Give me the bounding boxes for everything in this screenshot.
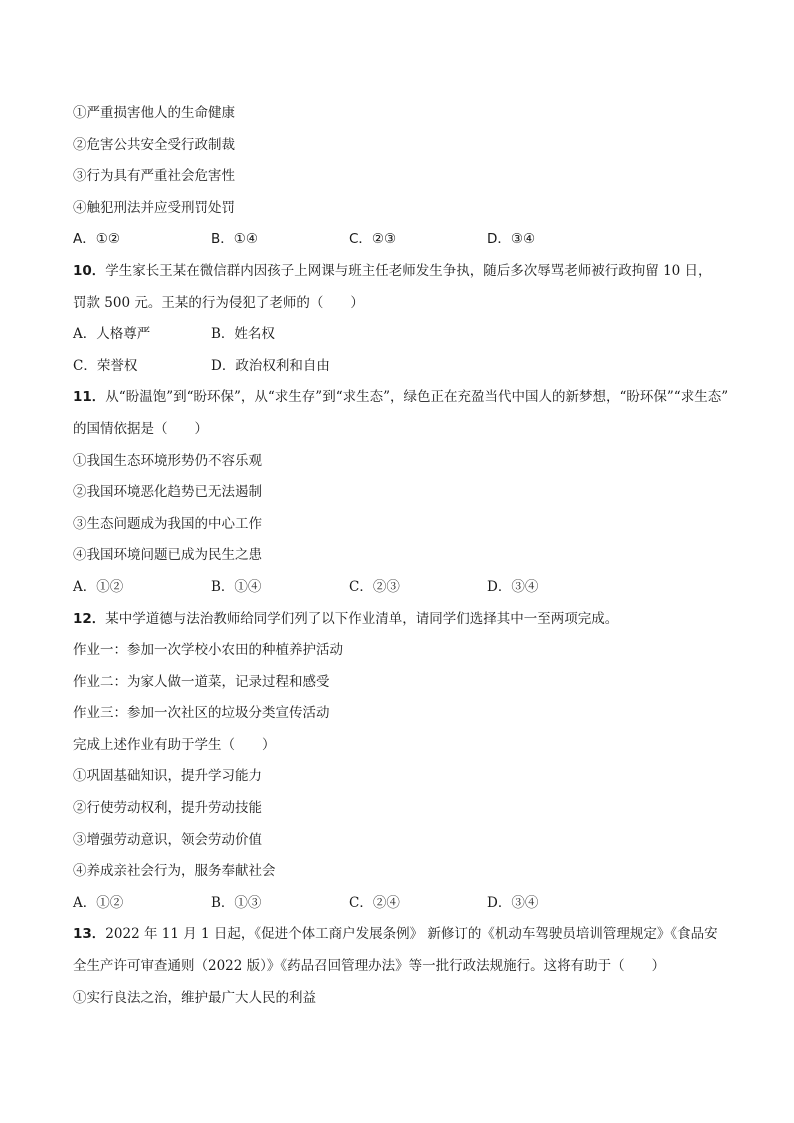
q11-choices — [73, 572, 733, 604]
q13-number: 13． — [73, 926, 106, 943]
q10-choice-a[interactable]: A．人格尊严 — [73, 326, 151, 343]
q10-stem-line2: 罚款 500 元。王某的行为侵犯了老师的（ ） — [73, 294, 364, 311]
q11-choice-a[interactable]: A．①② — [73, 578, 124, 595]
q10-choice-d[interactable]: D．政治权利和自由 — [211, 357, 330, 374]
q9-choice-a[interactable]: A．①② — [73, 231, 120, 248]
q11-item-3: ③生态问题成为我国的中心工作 — [73, 515, 262, 532]
q10-choices-row2 — [73, 351, 733, 383]
q9-item-2: ②危害公共安全受行政制裁 — [73, 136, 235, 153]
exam-page — [73, 98, 733, 1014]
q9-choices — [73, 224, 733, 256]
q10-text-1: 学生家长王某在微信群内因孩子上网课与班主任老师发生争执，随后多次辱骂老师被行政拘留 10 日， — [105, 262, 712, 279]
q11-choice-d[interactable]: D．③④ — [487, 578, 539, 595]
q12-choice-d[interactable]: D．③④ — [487, 894, 539, 911]
q9-choice-b[interactable]: B．①④ — [211, 231, 258, 248]
q13-stem-line2: 全生产许可审查通则（2022 版）》《药品召回管理办法》等一批行政法规施行。这将有助于（ ） — [73, 958, 666, 975]
q11-choice-c[interactable]: C．②③ — [349, 578, 400, 595]
q12-stem-line1 — [73, 604, 733, 636]
q11-stem-line2: 的国情依据是（ ） — [73, 420, 208, 437]
q9-choice-c[interactable]: C．②③ — [349, 231, 397, 248]
q10-choice-c[interactable]: C．荣誉权 — [73, 357, 138, 374]
q10-choice-b[interactable]: B．姓名权 — [211, 326, 275, 343]
q12-number: 12． — [73, 610, 106, 627]
q11-stem-line1 — [73, 382, 733, 414]
q9-choice-d[interactable]: D．③④ — [487, 231, 536, 248]
q9-item-1: ①严重损害他人的生命健康 — [73, 105, 235, 121]
q9-item-4: ④触犯刑法并应受刑罚处罚 — [73, 199, 235, 216]
q13-stem-line1 — [73, 919, 733, 951]
q12-choice-b[interactable]: B．①③ — [211, 894, 262, 911]
q12-stem: 完成上述作业有助于学生（ ） — [73, 736, 276, 753]
q13-text-1: 2022 年 11 月 1 日起，《促进个体工商户发展条例》 新修订的《机动车驾驶员培训管理规定》《食品安 — [105, 926, 718, 943]
q11-choice-b[interactable]: B．①④ — [211, 578, 262, 595]
q12-item-1: ①巩固基础知识，提升学习能力 — [73, 768, 262, 785]
q10-choices-row1 — [73, 319, 733, 351]
q12-item-3: ③增强劳动意识，领会劳动价值 — [73, 831, 262, 848]
q11-item-2: ②我国环境恶化趋势已无法遏制 — [73, 484, 262, 501]
q13-item-1: ①实行良法之治，维护最广大人民的利益 — [73, 989, 316, 1006]
q11-number: 11． — [73, 389, 106, 406]
q12-text-1: 某中学道德与法治教师给同学们列了以下作业清单，请同学们选择其中一至两项完成。 — [105, 610, 619, 627]
q12-task-3: 作业三：参加一次社区的垃圾分类宣传活动 — [73, 705, 330, 722]
q12-choice-a[interactable]: A．①② — [73, 894, 124, 911]
q12-choices — [73, 888, 733, 920]
q10-stem-line1 — [73, 256, 733, 288]
q10-number: 10． — [73, 262, 106, 279]
q11-item-1: ①我国生态环境形势仍不容乐观 — [73, 452, 262, 469]
q12-item-2: ②行使劳动权利，提升劳动技能 — [73, 800, 262, 817]
q12-item-4: ④养成亲社会行为，服务奉献社会 — [73, 863, 276, 880]
q9-item-3: ③行为具有严重社会危害性 — [73, 168, 235, 185]
q11-item-4: ④我国环境问题已成为民生之患 — [73, 547, 262, 564]
q12-task-2: 作业二：为家人做一道菜，记录过程和感受 — [73, 673, 330, 690]
q12-choice-c[interactable]: C．②④ — [349, 894, 400, 911]
q11-text-1: 从“盼温饱”到“盼环保”，从“求生存”到“求生态”，绿色正在充盈当代中国人的新梦想，“盼环保”“求生态” — [105, 389, 729, 406]
q12-task-1: 作业一：参加一次学校小农田的种植养护活动 — [73, 642, 343, 659]
